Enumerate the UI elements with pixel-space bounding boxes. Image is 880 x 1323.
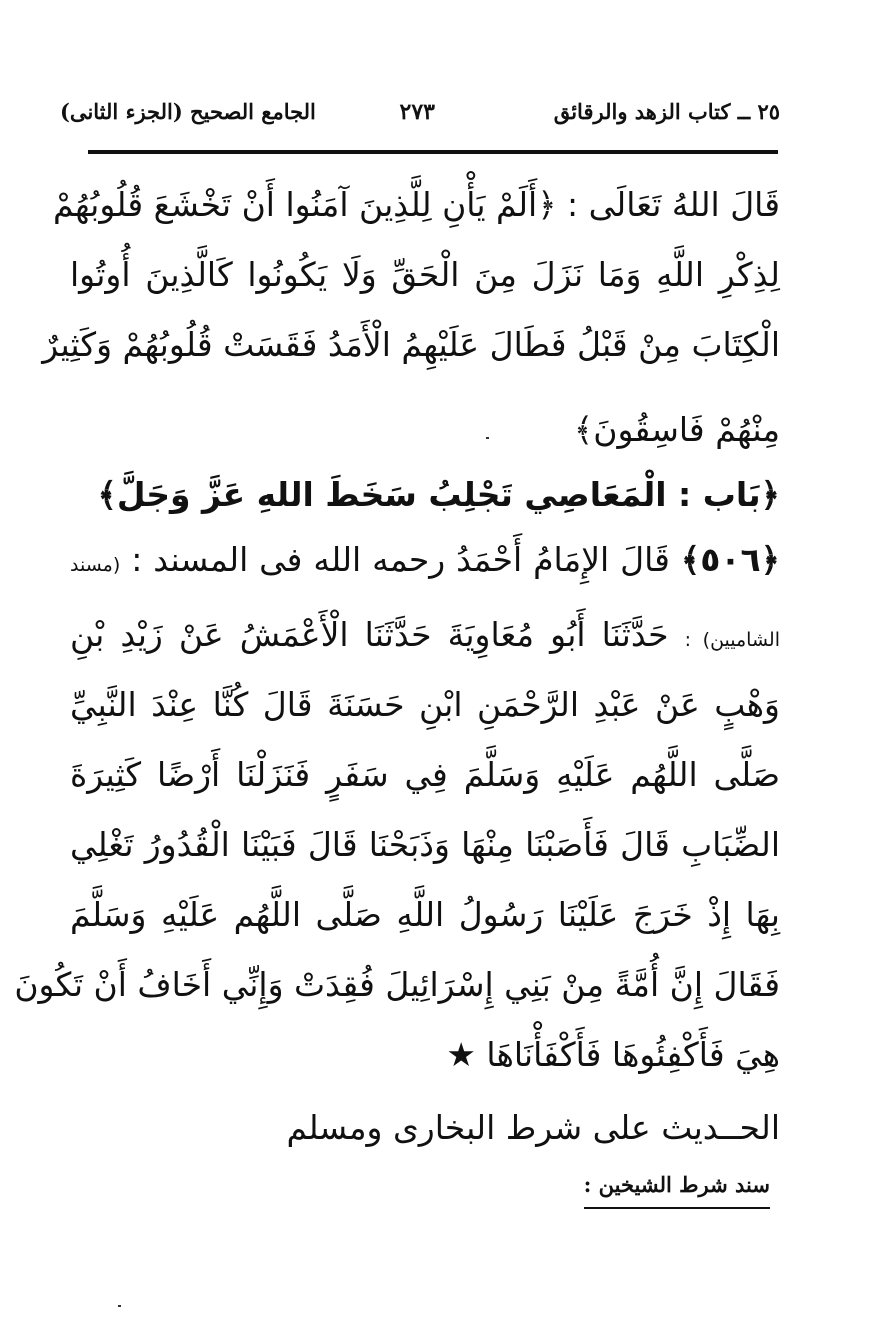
section-title: ٢٥ ــ كتاب الزهد والرقائق xyxy=(553,99,780,124)
sanad-label: سند شرط الشيخين : xyxy=(584,1165,770,1209)
book-title: الجامع الصحيح (الجزء الثانى) xyxy=(60,99,316,124)
hadith-text-line-3: الضِّبَابِ قَالَ فَأَصَبْنَا مِنْهَا وَذَبَحْنَا قَالَ فَبَيْنَا الْقُدُورُ تَغْلِي xyxy=(70,825,780,864)
quran-verse-line-4: مِنْهُمْ فَاسِقُونَ﴾ xyxy=(573,410,780,449)
print-speck xyxy=(486,437,489,439)
hadith-text-line-4: بِهَا إِذْ خَرَجَ عَلَيْنَا رَسُولُ اللَّهِ صَلَّى اللَّهُم عَلَيْهِ وَسَلَّمَ xyxy=(70,895,780,934)
hadith-text-line-6: هِيَ فَأَكْفِئُوهَا فَأَكْفَأْنَاهَا ★ xyxy=(446,1035,780,1074)
hadith-chain-line xyxy=(70,600,780,670)
hadith-chain-text: حَدَّثَنَا أَبُو مُعَاوِيَةَ حَدَّثَنَا الْأَعْمَشُ عَنْ زَيْدِ بْنِ xyxy=(70,615,669,654)
hadith-text-line-2: صَلَّى اللَّهُم عَلَيْهِ وَسَلَّمَ فِي سَفَرٍ فَنَزَلْنَا أَرْضًا كَثِيرَةَ xyxy=(70,755,780,794)
hadith-text-line-1: وَهْبٍ عَنْ عَبْدِ الرَّحْمَنِ ابْنِ حَسَنَةَ قَالَ كُنَّا عِنْدَ النَّبِيِّ xyxy=(70,685,780,724)
quran-verse-line-3: الْكِتَابَ مِنْ قَبْلُ فَطَالَ عَلَيْهِمُ الْأَمَدُ فَقَسَتْ قُلُوبُهُمْ وَكَثِيرٌ xyxy=(42,325,780,364)
print-speck xyxy=(118,1305,121,1307)
grading-note: الحــديث على شرط البخارى ومسلم xyxy=(286,1108,780,1147)
header-rule xyxy=(88,150,778,154)
hadith-number: ﴿٥٠٦﴾ xyxy=(680,540,781,579)
hadith-intro-line xyxy=(70,525,780,595)
quran-verse-line-2: لِذِكْرِ اللَّهِ وَمَا نَزَلَ مِنَ الْحَقِّ وَلَا يَكُونُوا كَالَّذِينَ أُوتُوا xyxy=(70,255,780,294)
page-number: ٢٧٣ xyxy=(399,99,435,125)
source-reference-open: (مسند xyxy=(70,554,121,576)
hadith-intro-text: قَالَ الإِمَامُ أَحْمَدُ رحمه الله فى المسند : xyxy=(131,540,670,579)
quran-verse-line-1: قَالَ اللهُ تَعَالَى : ﴿أَلَمْ يَأْنِ لِلَّذِينَ آمَنُوا أَنْ تَخْشَعَ قُلُوبُهُمْ xyxy=(53,185,780,224)
source-reference-close: الشاميين) : xyxy=(684,629,780,651)
running-header xyxy=(60,92,780,132)
hadith-text-line-5: فَقَالَ إِنَّ أُمَّةً مِنْ بَنِي إِسْرَائِيلَ فُقِدَتْ وَإِنِّي أَخَافُ أَنْ تَكُونَ xyxy=(14,965,780,1004)
chapter-heading: ﴿بَاب : الْمَعَاصِي تَجْلِبُ سَخَطَ اللهِ عَزَّ وَجَلَّ﴾ xyxy=(97,475,780,514)
